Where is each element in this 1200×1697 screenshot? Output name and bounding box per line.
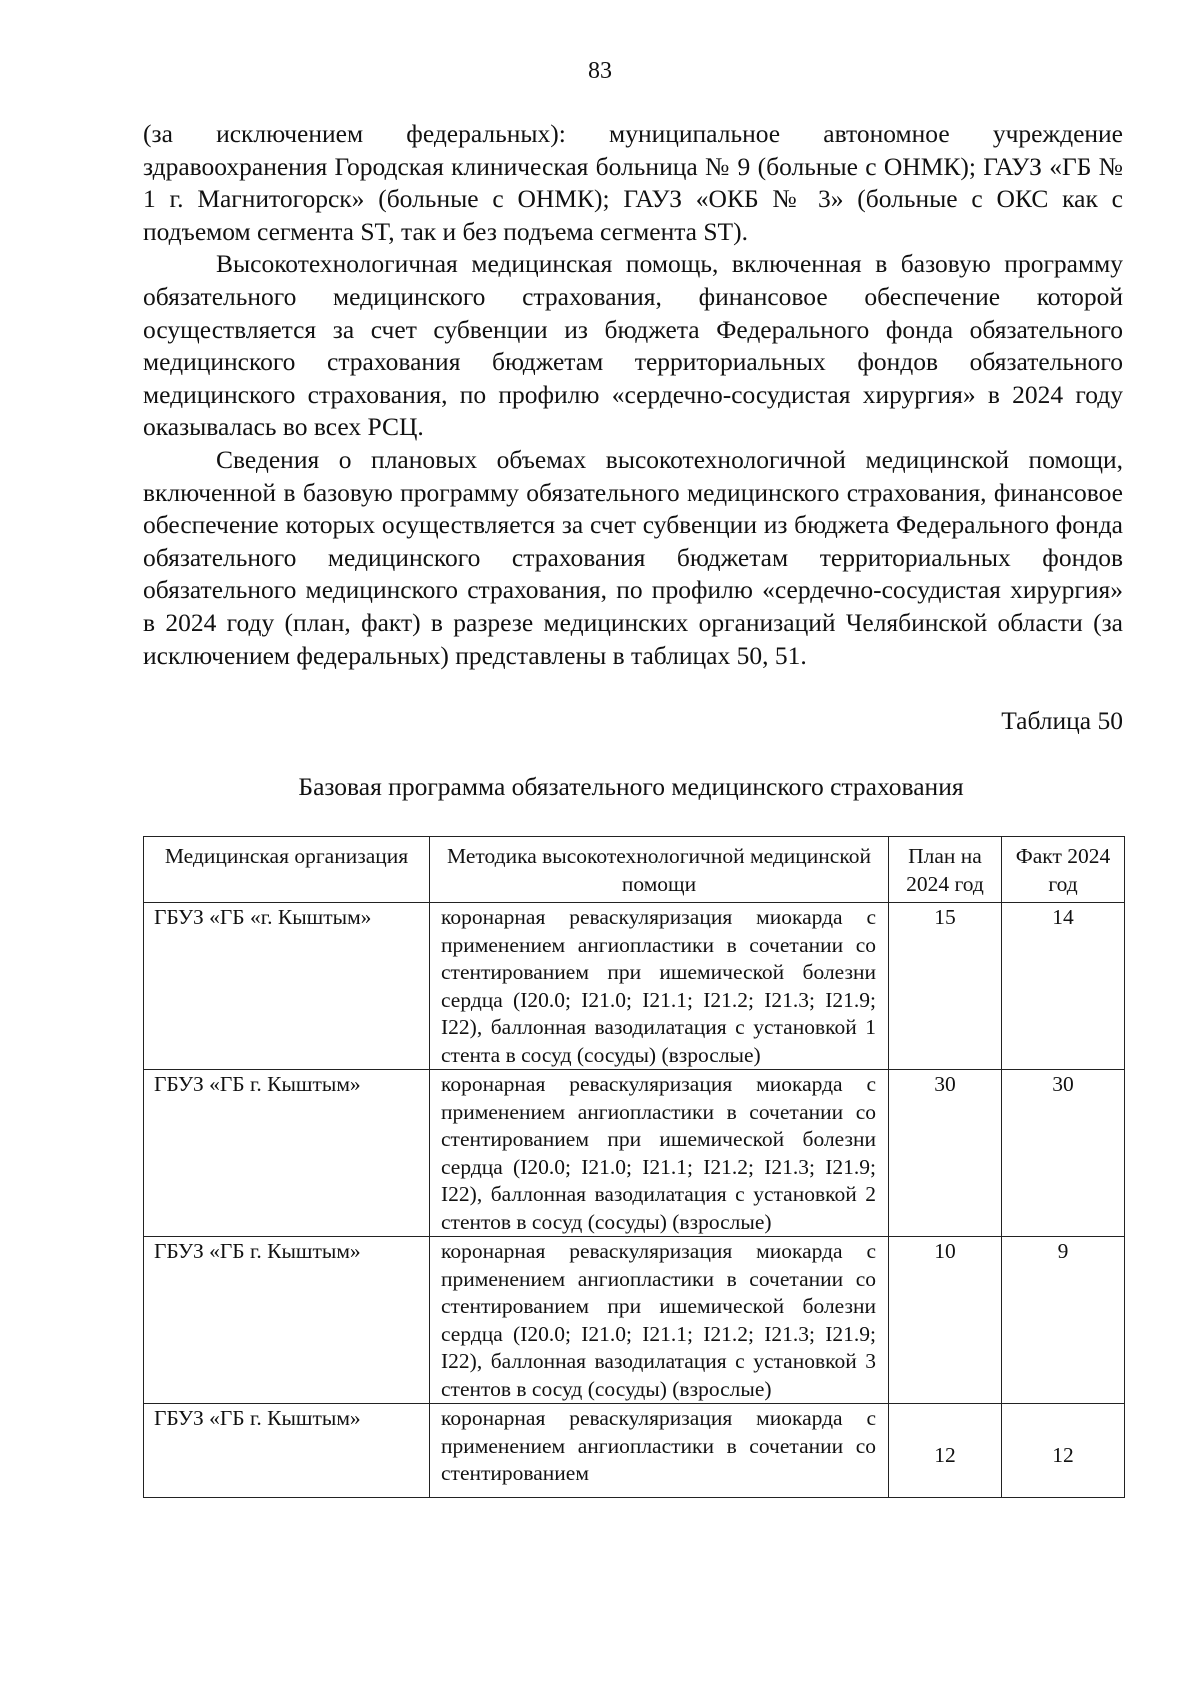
cell-plan: 12 bbox=[889, 1404, 1002, 1498]
table-row bbox=[144, 1070, 1125, 1237]
cell-fact: 14 bbox=[1002, 903, 1125, 1070]
page-number: 83 bbox=[588, 58, 612, 84]
header-fact: Факт 2024 год bbox=[1002, 837, 1125, 903]
table-title: Базовая программа обязательного медицинского страхования bbox=[298, 772, 964, 801]
header-organization: Медицинская организация bbox=[144, 837, 430, 903]
paragraph-htmp-provision: Высокотехнологичная медицинская помощь, включенная в базовую программу обязательного медицинского страхования, финансовое обеспечение которой осуществляется за счет субвенции из бюджета Федерального фонда обязательного медицинского страхования бюджетам территориальных фондов обязательного медицинского страхования, по профилю «сердечно-сосудистая хирургия» в 2024 году оказывалась во всех РСЦ. bbox=[143, 249, 1123, 442]
table-label: Таблица 50 bbox=[1001, 706, 1123, 735]
cell-method: коронарная реваскуляризация миокарда с применением ангиопластики в сочетании со стентированием при ишемической болезни сердца (I20.0; I21.0; I21.1; I21.2; I21.3; I21.9; I22), баллонная вазодилатация с установкой 3 стентов в сосуд (сосуды) (взрослые) bbox=[430, 1237, 889, 1404]
paragraph-continuation: (за исключением федеральных): муниципальное автономное учреждение здравоохранения Городская клиническая больница № 9 (больные с ОНМК); ГАУЗ «ГБ № 1 г. Магнитогорск» (больные с ОНМК); ГАУЗ «ОКБ № 3» (больные с ОКС как с подъемом сегмента ST, так и без подъема сегмента ST). bbox=[143, 119, 1123, 246]
htmp-volumes-table bbox=[143, 836, 1125, 1498]
table-row bbox=[144, 1237, 1125, 1404]
cell-fact: 9 bbox=[1002, 1237, 1125, 1404]
cell-organization: ГБУЗ «ГБ «г. Кыштым» bbox=[144, 903, 430, 1070]
cell-organization: ГБУЗ «ГБ г. Кыштым» bbox=[144, 1070, 430, 1237]
header-plan: План на 2024 год bbox=[889, 837, 1002, 903]
cell-plan: 15 bbox=[889, 903, 1002, 1070]
cell-organization: ГБУЗ «ГБ г. Кыштым» bbox=[144, 1237, 430, 1404]
cell-plan: 10 bbox=[889, 1237, 1002, 1404]
table-row bbox=[144, 1404, 1125, 1498]
table-header-row bbox=[144, 837, 1125, 903]
cell-method: коронарная реваскуляризация миокарда с применением ангиопластики в сочетании со стентированием bbox=[430, 1404, 889, 1498]
cell-fact: 12 bbox=[1002, 1404, 1125, 1498]
cell-method: коронарная реваскуляризация миокарда с применением ангиопластики в сочетании со стентированием при ишемической болезни сердца (I20.0; I21.0; I21.1; I21.2; I21.3; I21.9; I22), баллонная вазодилатация с установкой 2 стентов в сосуд (сосуды) (взрослые) bbox=[430, 1070, 889, 1237]
cell-organization: ГБУЗ «ГБ г. Кыштым» bbox=[144, 1404, 430, 1498]
document-body bbox=[143, 118, 1123, 672]
cell-method: коронарная реваскуляризация миокарда с применением ангиопластики в сочетании со стентированием при ишемической болезни сердца (I20.0; I21.0; I21.1; I21.2; I21.3; I21.9; I22), баллонная вазодилатация с установкой 1 стента в сосуд (сосуды) (взрослые) bbox=[430, 903, 889, 1070]
cell-fact: 30 bbox=[1002, 1070, 1125, 1237]
cell-plan: 30 bbox=[889, 1070, 1002, 1237]
header-method: Методика высокотехнологичной медицинской помощи bbox=[430, 837, 889, 903]
table-row bbox=[144, 903, 1125, 1070]
paragraph-planned-volumes: Сведения о плановых объемах высокотехнологичной медицинской помощи, включенной в базовую программу обязательного медицинского страхования, финансовое обеспечение которых осуществляется за счет субвенции из бюджета Федерального фонда обязательного медицинского страхования бюджетам территориальных фондов обязательного медицинского страхования, по профилю «сердечно-сосудистая хирургия» в 2024 году (план, факт) в разрезе медицинских организаций Челябинской области (за исключением федеральных) представлены в таблицах 50, 51. bbox=[143, 444, 1123, 670]
